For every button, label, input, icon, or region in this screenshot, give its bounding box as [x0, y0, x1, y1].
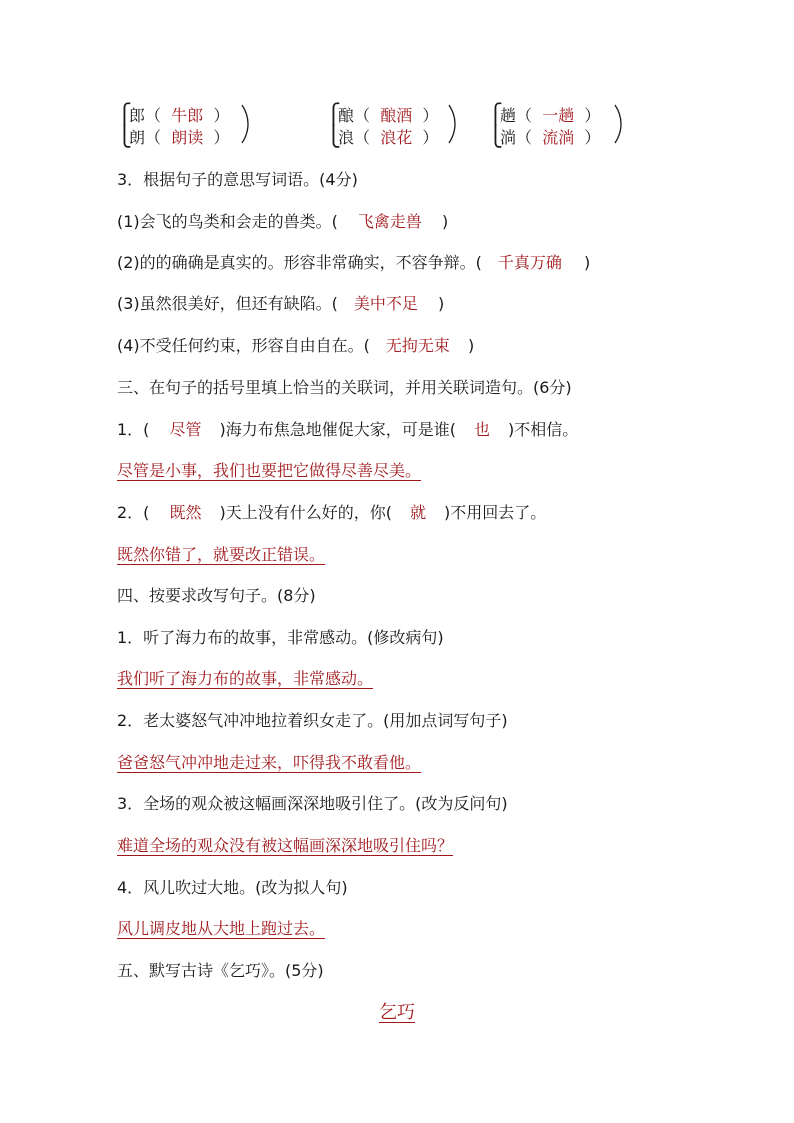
brace-bottom: ⎩: [117, 124, 132, 148]
q3-item-2: (2)的的确确是真实的。形容非常确实，不容争辩。( 千真万确 ): [117, 253, 591, 272]
sec4-q3: 3．全场的观众被这幅画深深地吸引住了。(改为反问句): [117, 794, 508, 813]
brace-bottom: ⎩: [488, 124, 503, 148]
answer: 也: [473, 420, 490, 439]
brace-top: ⎧: [326, 102, 341, 126]
section-4-title: 四、按要求改写句子。(8分): [117, 586, 316, 605]
word-row: 朗（ 朗读 ）: [129, 128, 230, 147]
answer: 飞禽走兽: [357, 212, 422, 231]
closing-bracket: [614, 104, 623, 144]
q3-item-4: (4)不受任何约束，形容自由自在。( 无拘无束 ): [117, 336, 475, 355]
answer: 无拘无束: [385, 336, 450, 355]
q3-item-3: (3)虽然很美好，但还有缺陷。( 美中不足 ): [117, 294, 445, 313]
sec3-q2: 2．( 既然 )天上没有什么好的，你( 就 )不用回去了。: [117, 503, 547, 522]
sec4-a1: 我们听了海力布的故事，非常感动。: [117, 669, 374, 688]
word-row: 酿（ 酿酒 ）: [338, 106, 439, 125]
answer: 千真万确: [497, 253, 562, 272]
answer: 尽管: [169, 420, 202, 439]
section-5-title: 五、默写古诗《乞巧》。(5分): [117, 961, 324, 980]
sec4-q4: 4．风儿吹过大地。(改为拟人句): [117, 878, 348, 897]
closing-bracket: [448, 104, 457, 144]
brace-top: ⎧: [488, 102, 503, 126]
sec4-q2: 2．老太婆怒气冲冲地拉着织女走了。(用加点词写句子): [117, 711, 508, 730]
sec4-a2: 爸爸怒气冲冲地走过来，吓得我不敢看他。: [117, 753, 422, 772]
poem-title: 乞巧: [379, 1002, 415, 1023]
answer: 就: [409, 503, 426, 522]
sec3-q2-sentence: 既然你错了，就要改正错误。: [117, 545, 326, 564]
brace-bottom: ⎩: [326, 124, 341, 148]
sec3-q1-sentence: 尽管是小事，我们也要把它做得尽善尽美。: [117, 461, 422, 480]
word-row: 淌（ 流淌 ）: [500, 128, 601, 147]
sec3-q1: 1．( 尽管 )海力布焦急地催促大家，可是谁( 也 )不相信。: [117, 420, 579, 439]
answer: 美中不足: [353, 294, 418, 313]
q3-item-1: (1)会飞的鸟类和会走的兽类。( 飞禽走兽 ): [117, 212, 449, 231]
section-3-title: 三、在句子的括号里填上恰当的关联词，并用关联词造句。(6分): [117, 378, 572, 397]
answer: 既然: [169, 503, 202, 522]
brace-top: ⎧: [117, 102, 132, 126]
sec4-a4: 风儿调皮地从大地上跑过去。: [117, 919, 326, 938]
q3-title: 3．根据句子的意思写词语。(4分): [117, 170, 358, 189]
closing-bracket: [241, 104, 250, 144]
word-row: 浪（ 浪花 ）: [338, 128, 439, 147]
sec4-a3: 难道全场的观众没有被这幅画深深地吸引住吗？: [117, 836, 454, 855]
word-row: 郎（ 牛郎 ）: [129, 106, 230, 125]
word-row: 趟（ 一趟 ）: [500, 106, 601, 125]
sec4-q1: 1．听了海力布的故事，非常感动。(修改病句): [117, 628, 444, 647]
